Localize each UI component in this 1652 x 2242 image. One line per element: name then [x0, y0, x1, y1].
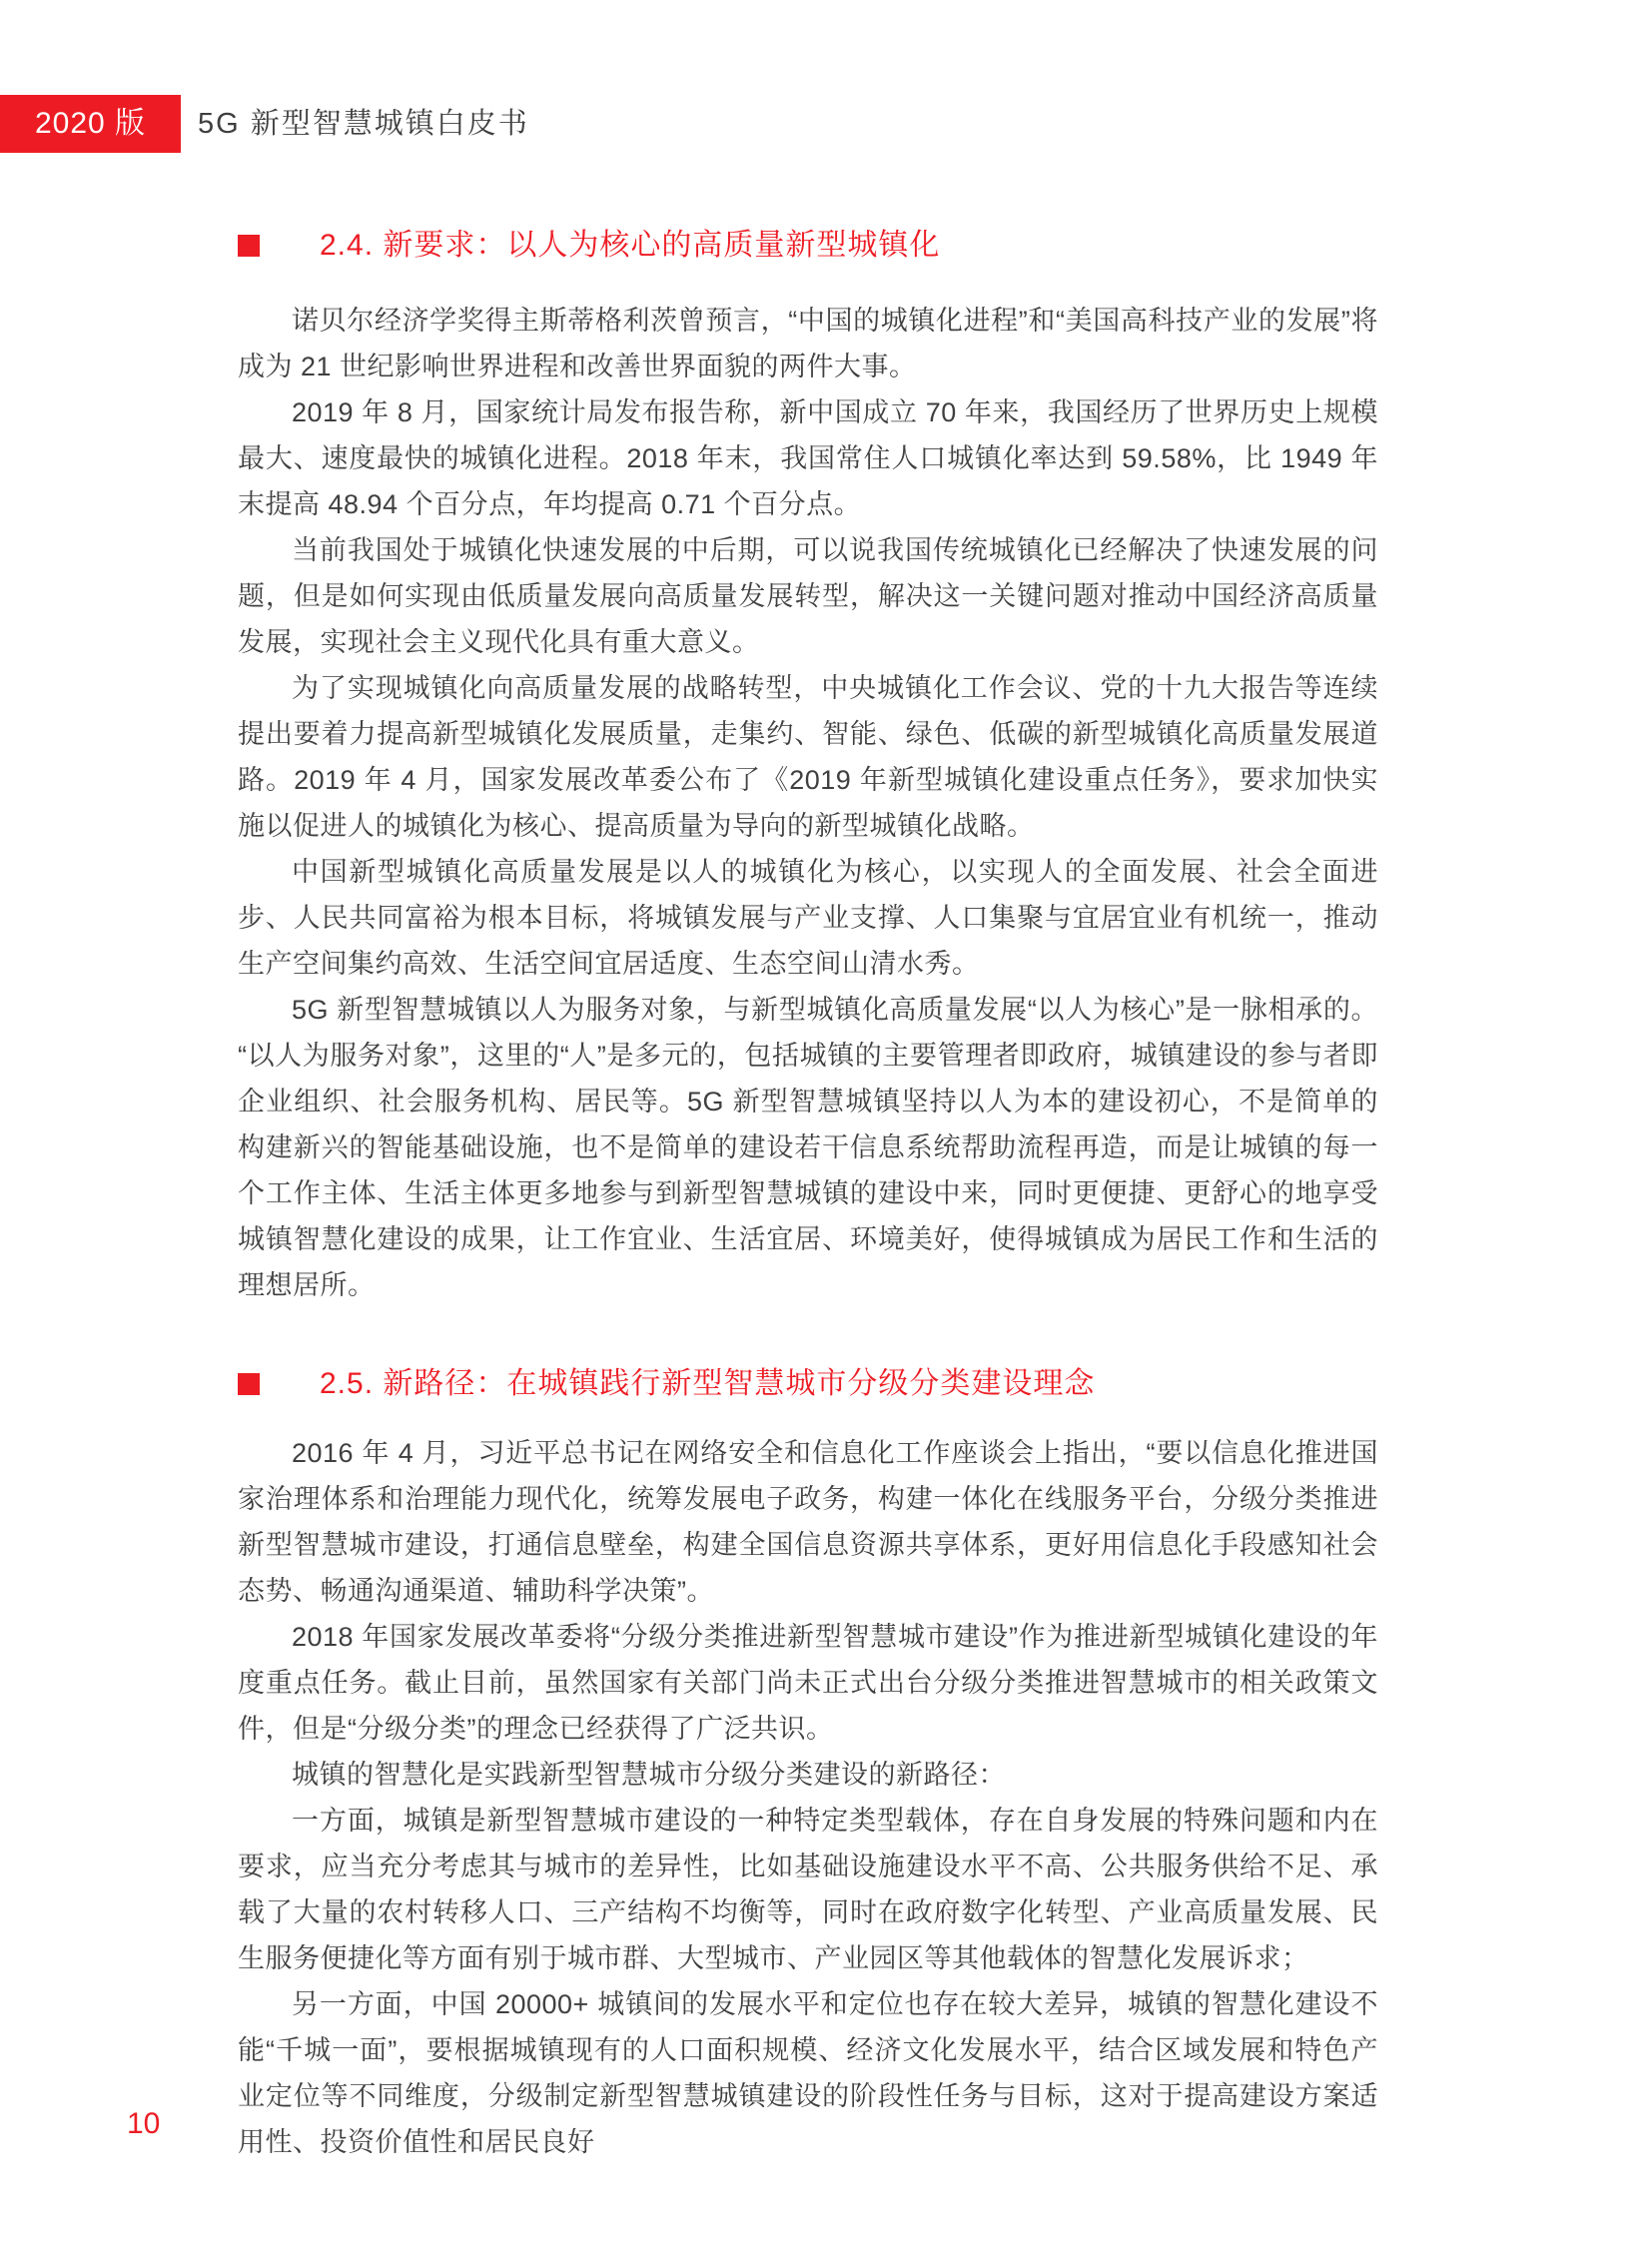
square-bullet-icon	[238, 1373, 260, 1395]
paragraph-2-5-2: 2018 年国家发展改革委将“分级分类推进新型智慧城市建设”作为推进新型城镇化建设的年度重点任务。截止目前，虽然国家有关部门尚未正式出台分级分类推进智慧城市的相关政策文件，但是“分级分类”的理念已经获得了广泛共识。	[238, 1622, 1378, 1744]
paragraph-2-4-3: 当前我国处于城镇化快速发展的中后期，可以说我国传统城镇化已经解决了快速发展的问题，但是如何实现由低质量发展向高质量发展转型，解决这一关键问题对推动中国经济高质量发展，实现社会主义现代化具有重大意义。	[238, 535, 1378, 657]
section-heading-2-4-text: 2.4. 新要求：以人为核心的高质量新型城镇化	[320, 229, 941, 262]
paragraph-2-5-5: 另一方面，中国 20000+ 城镇间的发展水平和定位也存在较大差异，城镇的智慧化建设不能“千城一面”，要根据城镇现有的人口面积规模、经济文化发展水平，结合区域发展和特色产业定位等不同维度，分级制定新型智慧城镇建设的阶段性任务与目标，这对于提高建设方案适用性、投资价值性和居民良好	[238, 1989, 1378, 2157]
edition-badge: 2020 版	[0, 95, 181, 153]
section-heading-2-5	[238, 1368, 1378, 1400]
document-title: 5G 新型智慧城镇白皮书	[198, 108, 529, 140]
section-heading-2-5-text: 2.5. 新路径：在城镇践行新型智慧城市分级分类建设理念	[320, 1367, 1096, 1400]
paragraph-2-4-6: 5G 新型智慧城镇以人为服务对象，与新型城镇化高质量发展“以人为核心”是一脉相承的。“以人为服务对象”，这里的“人”是多元的，包括城镇的主要管理者即政府，城镇建设的参与者即企业组织、社会服务机构、居民等。5G 新型智慧城镇坚持以人为本的建设初心，不是简单的构建新兴的智能基础设施，也不是简单的建设若干信息系统帮助流程再造，而是让城镇的每一个工作主体、生活主体更多地参与到新型智慧城镇的建设中来，同时更便捷、更舒心的地享受城镇智慧化建设的成果，让工作宜业、生活宜居、环境美好，使得城镇成为居民工作和生活的理想居所。	[238, 995, 1378, 1300]
paragraph-2-4-2: 2019 年 8 月，国家统计局发布报告称，新中国成立 70 年来，我国经历了世界历史上规模最大、速度最快的城镇化进程。2018 年末，我国常住人口城镇化率达到 59.58%，比 1949 年末提高 48.94 个百分点，年均提高 0.71 个百分点。	[238, 397, 1378, 519]
paragraph-2-4-5: 中国新型城镇化高质量发展是以人的城镇化为核心，以实现人的全面发展、社会全面进步、人民共同富裕为根本目标，将城镇发展与产业支撑、人口集聚与宜居宜业有机统一，推动生产空间集约高效、生活空间宜居适度、生态空间山清水秀。	[238, 857, 1378, 979]
page-number: 10	[127, 2107, 161, 2140]
paragraph-2-5-3: 城镇的智慧化是实践新型智慧城市分级分类建设的新路径：	[292, 1760, 1006, 1790]
paragraph-2-4-1: 诺贝尔经济学奖得主斯蒂格利茨曾预言，“中国的城镇化进程”和“美国高科技产业的发展”将成为 21 世纪影响世界进程和改善世界面貌的两件大事。	[238, 306, 1378, 381]
section-heading-2-4	[238, 230, 1378, 262]
page-content	[238, 230, 1378, 2165]
page-header	[0, 0, 1652, 160]
paragraph-2-4-4: 为了实现城镇化向高质量发展的战略转型，中央城镇化工作会议、党的十九大报告等连续提出要着力提高新型城镇化发展质量，走集约、智能、绿色、低碳的新型城镇化高质量发展道路。2019 年 4 月，国家发展改革委公布了《2019 年新型城镇化建设重点任务》，要求加快实施以促进人的城镇化为核心、提高质量为导向的新型城镇化战略。	[238, 673, 1378, 841]
square-bullet-icon	[238, 235, 260, 257]
paragraph-2-5-4: 一方面，城镇是新型智慧城市建设的一种特定类型载体，存在自身发展的特殊问题和内在要求，应当充分考虑其与城市的差异性，比如基础设施建设水平不高、公共服务供给不足、承载了大量的农村转移人口、三产结构不均衡等，同时在政府数字化转型、产业高质量发展、民生服务便捷化等方面有别于城市群、大型城市、产业园区等其他载体的智慧化发展诉求；	[238, 1806, 1378, 1973]
paragraph-2-5-1: 2016 年 4 月，习近平总书记在网络安全和信息化工作座谈会上指出，“要以信息化推进国家治理体系和治理能力现代化，统筹发展电子政务，构建一体化在线服务平台，分级分类推进新型智慧城市建设，打通信息壁垒，构建全国信息资源共享体系，更好用信息化手段感知社会态势、畅通沟通渠道、辅助科学决策”。	[238, 1438, 1378, 1606]
